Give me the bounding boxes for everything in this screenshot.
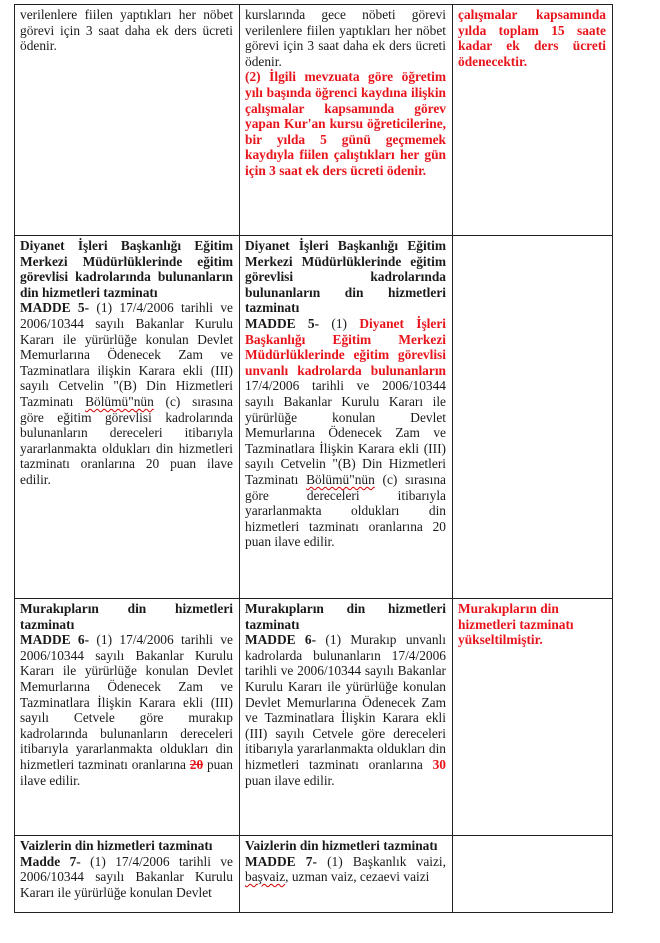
body-text: puan ilave edilir. [20,756,233,788]
article-body [20,854,233,901]
article-number: MADDE 7- [245,853,317,869]
spellcheck-word: Bölümü"nün [85,393,154,409]
struck-value: 20 [189,756,204,772]
article-heading: Diyanet İşleri Başkanlığı Eğitim Merkezi Müdürlüklerinde eğitim görevlisi kadrolarında bulunanların din hizmetleri tazminatı [20,238,233,300]
rationale-text: Murakıpların din hizmetleri tazminatı yükseltilmiştir. [458,601,574,648]
proposed-text-cell [240,599,453,836]
article-number: Madde 7- [20,853,81,869]
body-text: puan ilave edilir. [245,772,335,788]
body-text: (1) 17/4/2006 tarihli ve 2006/10344 sayılı Bakanlar Kurulu Kararı ile yürürlüğe konulan Devlet [20,853,233,900]
article-heading: Diyanet İşleri Başkanlığı Eğitim Merkezi Müdürlüklerinde eğitim görevlisi kadrolarında bulunanların din hizmetleri tazminatı [245,238,446,316]
proposed-text: kurslarında gece nöbeti görevi verilenlere fiilen yaptıkları her nöbet görevi için 3 saat daha ek ders ücreti ödenir. [245,7,446,69]
rationale-cell [453,836,613,913]
article-heading: Vaizlerin din hizmetleri tazminatı [20,838,213,853]
proposed-text-cell [240,236,453,599]
body-text: (1) Murakıp unvanlı kadrolarda bulunanların 17/4/2006 tarihli ve 2006/10344 sayılı Bakanlar Kurulu Kararı ile yürürlüğe konulan Devlet Memurlarına Ödenecek Zam ve Tazminatlara İlişkin Karara ekli (III) sayılı Cetvele göre dereceleri itibarıyla yararlanmakta oldukları din hizmetleri tazminatı oranlarına [245,632,446,772]
article-body [20,300,233,487]
current-text-cell [15,836,240,913]
article-heading: Murakıpların din hizmetleri tazminatı [245,601,446,632]
body-text: (1) 17/4/2006 tarihli ve 2006/10344 sayılı Bakanlar Kurulu Kararı ile yürürlüğe konulan Devlet Memurlarına Ödenecek Zam ve Tazminatlara ilişkin Karara ekli (III) sayılı Cetvelin "(B) Din Hizmetleri Tazminatı [20,300,233,409]
article-number: MADDE 6- [20,632,90,648]
table-row [15,599,613,836]
proposed-text-cell [240,836,453,913]
current-text-cell [15,5,240,236]
table-row [15,836,613,913]
spellcheck-word: başvaiz [245,869,286,885]
body-text: (1) Başkanlık vaizi, [316,853,446,869]
current-text: verilenlere fiilen yaptıkları her nöbet görevi için 3 saat daha ek ders ücreti ödenir. [20,7,233,54]
rationale-text: çalışmalar kapsamında yılda toplam 15 saate kadar ek ders ücreti ödenecektir. [458,7,606,69]
added-text: Diyanet İşleri Başkanlığı Eğitim Merkezi Müdürlüklerinde eğitim görevlisi unvanlı kadrolarda bulunanların [245,315,447,378]
current-text-cell [15,236,240,599]
rationale-cell [453,599,613,836]
table-row [15,236,613,599]
proposed-text-cell [240,5,453,236]
current-text-cell [15,599,240,836]
article-heading: Murakıpların din hizmetleri tazminatı [20,601,233,632]
rationale-cell [453,236,613,599]
table-row [15,5,613,236]
body-text: (1) 17/4/2006 tarihli ve 2006/10344 sayılı Bakanlar Kurulu Kararı ile yürürlüğe konulan Devlet Memurlarına Ödenecek Zam ve Tazminatlara İlişkin Karara ekli (III) sayılı Cetvele göre murakıp kadrolarında bulunanların dereceleri itibarıyla yararlanmakta oldukları din hizmetleri tazminatı oranlarına [20,632,233,772]
body-text: (c) sırasına göre dereceleri itibarıyla yararlanmakta oldukları din hizmetleri tazminatı oranlarına 20 puan ilave edilir. [245,471,446,550]
article-body [20,632,233,788]
article-number: MADDE 5- [20,300,90,316]
new-value: 30 [432,756,446,772]
body-text: 17/4/2006 tarihli ve 2006/10344 sayılı Bakanlar Kurulu Kararı ile yürürlüğe konulan Devlet Memurlarına Ödenecek Zam ve Tazminatlara İlişkin Karara ekli (III) sayılı Cetvelin "(B) Din Hizmetleri Tazminatı [245,378,446,487]
article-body [245,632,446,788]
body-text: , uzman vaiz, cezaevi vaizi [285,869,430,885]
article-body [245,316,446,550]
proposed-added-paragraph: (2) İlgili mevzuata göre öğretim yılı başında öğrenci kaydına ilişkin çalışmalar kapsamında görev yapan Kur'an kursu öğreticilerine, bir yılda 5 günü geçmemek kaydıyla fiilen çalıştıkları her gün için 3 saat ek ders ücreti ödenir. [245,69,446,178]
article-number: MADDE 6- [245,632,317,648]
article-number: MADDE 5- [245,315,320,331]
paragraph-number: (1) [319,315,360,331]
body-text: (c) sırasına göre eğitim görevlisi kadrolarında bulunanların dereceleri itibarıyla yararlanmakta oldukları din hizmetleri tazminatı oranlarına 20 puan ilave edilir. [20,393,233,487]
comparison-table [14,4,613,913]
article-heading: Vaizlerin din hizmetleri tazminatı [245,838,438,853]
rationale-cell [453,5,613,236]
spellcheck-word: Bölümü"nün [306,471,375,487]
article-body [245,854,446,885]
